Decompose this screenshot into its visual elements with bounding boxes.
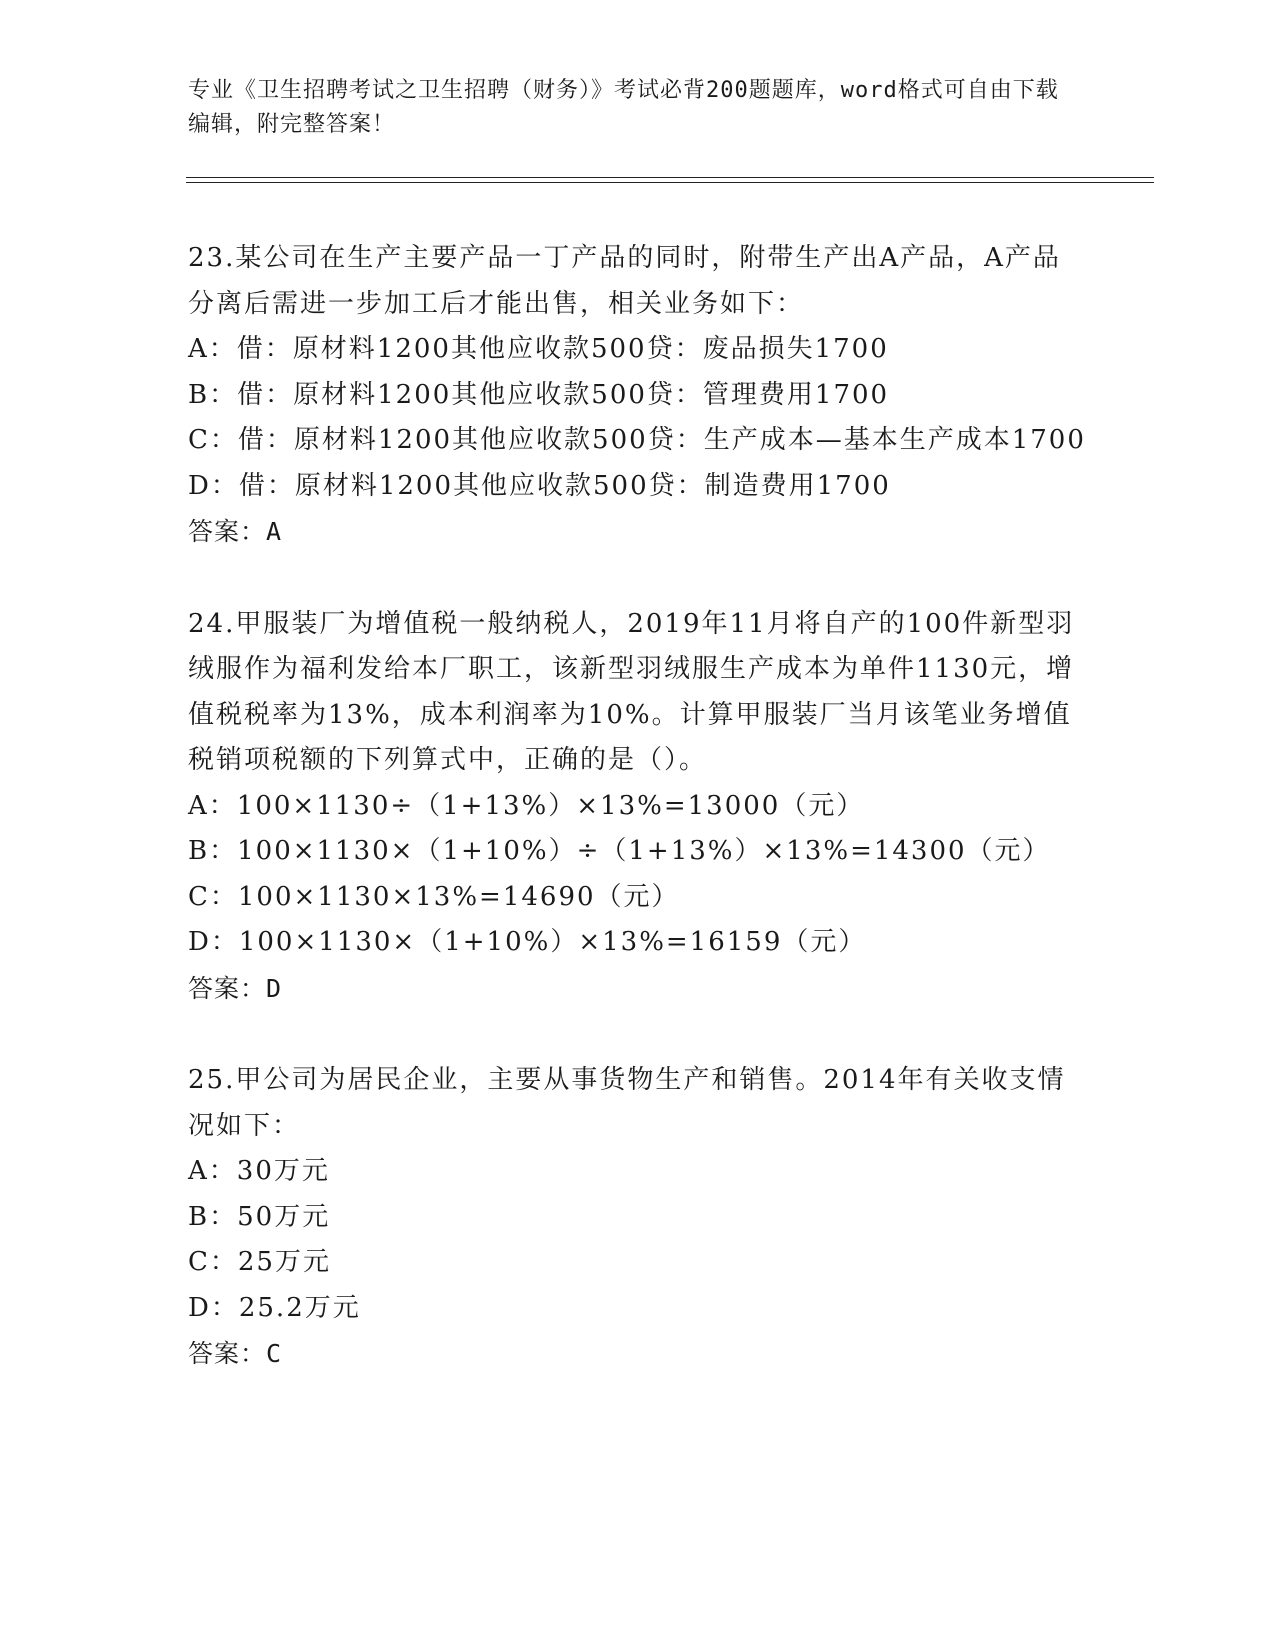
- option-a: A：借：原材料1200其他应收款500贷：废品损失1700: [188, 334, 889, 364]
- answer-line: 答案：D: [188, 973, 283, 1003]
- option-b: B：50万元: [188, 1201, 331, 1232]
- question-24: [188, 602, 1088, 1012]
- question-stem: 23.某公司在生产主要产品一丁产品的同时，附带生产出A产品，A产品分离后需进一步加工后才能出售，相关业务如下：: [188, 243, 1061, 319]
- option-d: D：借：原材料1200其他应收款500贷：制造费用1700: [188, 470, 891, 501]
- question-23: [188, 236, 1088, 555]
- option-d: D：100×1130×（1+10%）×13%=16159（元）: [188, 927, 867, 957]
- option-b: B：借：原材料1200其他应收款500贷：管理费用1700: [188, 379, 890, 410]
- question-25: [188, 1058, 1088, 1377]
- header-divider-bottom: [186, 182, 1154, 183]
- answer-line: 答案：A: [188, 517, 283, 546]
- option-c: C：100×1130×13%=14690（元）: [188, 881, 680, 912]
- option-a: A：30万元: [188, 1156, 330, 1186]
- answer-line: 答案：C: [188, 1339, 283, 1368]
- question-stem: 24.甲服装厂为增值税一般纳税人，2019年11月将自产的100件新型羽绒服作为福利发给本厂职工，该新型羽绒服生产成本为单件1130元，增值税税率为13%，成本利润率为10%。计算甲服装厂当月该笔业务增值税销项税额的下列算式中，正确的是（）。: [188, 608, 1075, 775]
- option-b: B：100×1130×（1+10%）÷（1+13%）×13%=14300（元）: [188, 836, 1051, 866]
- option-a: A：100×1130÷（1+13%）×13%=13000（元）: [188, 790, 865, 821]
- option-c: C：借：原材料1200其他应收款500贷：生产成本—基本生产成本1700: [188, 425, 1086, 455]
- option-c: C：25万元: [188, 1247, 331, 1277]
- header-divider-top: [186, 177, 1154, 178]
- question-list: [188, 236, 1088, 1424]
- option-d: D：25.2万元: [188, 1292, 361, 1323]
- document-header: 专业《卫生招聘考试之卫生招聘（财务）》考试必背200题题库，word格式可自由下载编辑，附完整答案！: [188, 78, 1059, 137]
- question-stem: 25.甲公司为居民企业，主要从事货物生产和销售。2014年有关收支情况如下：: [188, 1065, 1066, 1141]
